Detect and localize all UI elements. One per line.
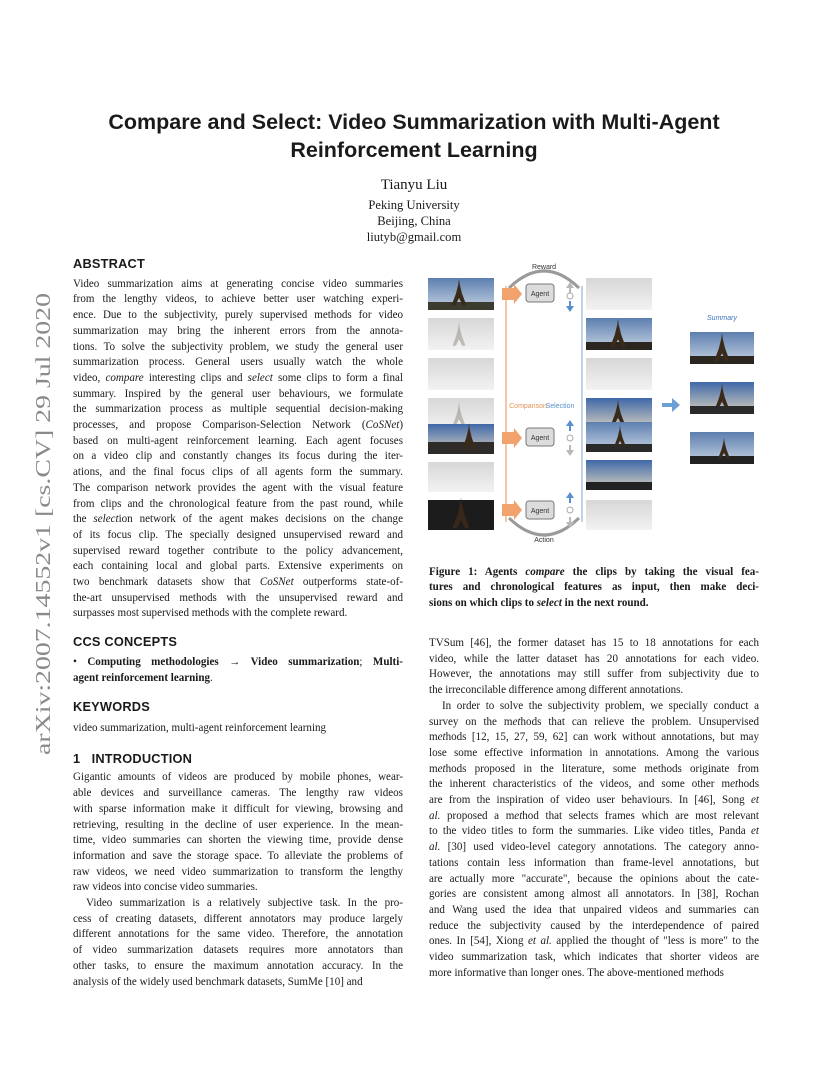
text-line: based on multi-agent reinforcement learning. Each agent focuses xyxy=(73,434,403,447)
text-line: of its focus clip. The specially designed unsupervised reward and xyxy=(73,528,403,541)
text-line: lose some effective information in annotations. Among the various xyxy=(429,746,759,759)
author-affiliation: Peking University xyxy=(368,198,460,212)
text-line: summarization process. General users usually watch the whole xyxy=(73,356,403,369)
text-line: summary. Inspired by the general user behaviours, we formulate xyxy=(73,387,403,400)
arxiv-identifier: arXiv:2007.14552v1 [cs.CV] 29 Jul 2020 xyxy=(31,406,55,755)
text-line: and Wang used the idea that unpaired videos and summaries can xyxy=(429,903,759,916)
author-email: liutyb@gmail.com xyxy=(366,230,462,244)
text-line: methods [12, 15, 27, 59, 62] can work without annotations, but may xyxy=(429,731,759,744)
text-line: Gigantic amounts of videos are produced by mobile phones, wear- xyxy=(73,771,403,784)
text-line: the-art unsupervised methods with the unsupervised reward and xyxy=(73,591,403,604)
intro-paragraph xyxy=(73,896,403,990)
text-line: reduce the subjectivity caused by the interdependence of paired xyxy=(429,919,759,932)
text-line: The comparison network provides the agent with the visual feature xyxy=(73,481,403,494)
text-line: cess of creating datasets, different annotators may produce largely xyxy=(73,912,403,925)
summary-label: Summary xyxy=(707,315,737,322)
text-line: In order to solve the subjectivity problem, we specially conduct a xyxy=(442,699,759,712)
text-line: ations, and the final focus clips of all agents form the summary. xyxy=(73,466,403,479)
text-line: tations contain less information than frame-level annotations, but xyxy=(429,856,759,869)
text-line: processes, and propose Comparison-Selection Network (CoSNet) xyxy=(73,419,403,432)
text-line: gories are consistent among almost all annotators. In [38], Rochan xyxy=(429,888,759,901)
text-line: retrieving, resulting in the decline of user experience. In the mean- xyxy=(73,818,403,831)
title-line: Reinforcement Learning xyxy=(290,138,538,162)
text-line: video, while the latter dataset has 20 annotations for each video. xyxy=(429,652,759,665)
abstract-heading: ABSTRACT xyxy=(73,256,145,271)
text-line: the selection network of the agent makes decisions on the change xyxy=(73,513,403,526)
author-location: Beijing, China xyxy=(377,214,451,228)
figure-caption: Figure 1: Agents compare the clips by taking the visual fea- tures and chronological features as input, then make deci- sions on which clips to select in the next round. xyxy=(429,566,760,609)
reward-label: Reward xyxy=(531,264,557,271)
text-line: different annotations for the same video. Therefore, the annotation xyxy=(73,928,403,941)
text-line: survey on the methods that can relieve the problem. Unsupervised xyxy=(429,715,760,728)
ccs-concepts xyxy=(73,655,403,686)
ccs-heading: CCS CONCEPTS xyxy=(73,634,178,650)
text-line: from clips and the chronological feature from the past round, while xyxy=(73,497,403,510)
intro-heading: 1 INTRODUCTION xyxy=(73,750,193,766)
right-column xyxy=(429,636,759,981)
left-column xyxy=(73,256,403,990)
text-line: tions. To solve the subjectivity problem, we study the general user xyxy=(73,340,403,353)
text-line: are actually more "accurate", because the opinions about the cate- xyxy=(429,872,759,885)
text-line: of video summarization datasets requires more annotators than xyxy=(73,944,403,957)
text-line: with sparse information make it difficult for viewing, browsing and xyxy=(73,802,403,815)
text-line: raw videos, we need video summarization to transform the lengthy xyxy=(73,865,403,878)
text-line: are from the inspiration of video user behaviours. In [46], Song et xyxy=(429,794,759,807)
text-line: surpasses most supervised methods with the complete reward. xyxy=(73,607,348,620)
text-line: the irreconcilable difference among different annotations. xyxy=(429,684,684,697)
text-line: raw videos into concise video summaries. xyxy=(73,881,258,894)
input-clips xyxy=(428,278,494,530)
body-paragraph xyxy=(429,699,759,982)
text-line: methods proposed in the literature, some methods originate from xyxy=(429,762,759,775)
text-line: more informative than longer ones. The above-mentioned methods xyxy=(429,966,724,979)
ccs-line: • Computing methodologies → Video summarization; Multi- xyxy=(73,655,403,668)
text-line: ence. Due to the subjectivity, purely supervised methods for video xyxy=(73,309,403,322)
text-line: However, the annotations may still suffer from subjectivity due to xyxy=(429,668,759,681)
text-line: video summarization task, which indicates that shorter videos are xyxy=(429,951,759,964)
text-line: information and save the storage space. To alleviate the problems of xyxy=(73,849,403,862)
text-line: on a video clip and constantly changes its focus during the iter- xyxy=(73,450,403,463)
text-line: al. proposed a method that selects frames which are most relevant xyxy=(429,809,759,822)
text-line: al. [30] used video-level category annotations. The category anno- xyxy=(429,841,759,854)
text-line: two benchmark datasets show that CoSNet outperforms state-of- xyxy=(73,576,404,589)
text-line: video, compare interesting clips and select some clips to form a final xyxy=(73,371,403,384)
text-line: Video summarization is a relatively subjective task. In the pro- xyxy=(86,897,403,910)
agent-label: Agent xyxy=(530,508,550,515)
text-line: ones. In [54], Xiong et al. applied the thought of "less is more" to the xyxy=(429,935,759,948)
text-line: analysis of the widely used benchmark datasets, SumMe [10] and xyxy=(73,975,363,988)
text-line: to the video titles to form the summaries. Like video titles, Panda et xyxy=(429,825,759,838)
text-line: the summarization process as multiple sequential decision-making xyxy=(73,403,403,416)
text-line: summarization may bring the inherent errors from the annota- xyxy=(73,324,403,337)
comparison-label: Comparison xyxy=(509,403,547,410)
text-line: supervised reward together contribute to the policy advancement, xyxy=(73,544,403,557)
text-line: from the lengthy videos, to achieve better user watching experi- xyxy=(73,293,403,306)
agent-label: Agent xyxy=(530,291,550,298)
text-line: TVSum [46], the former dataset has 15 to 18 annotations for each xyxy=(429,637,759,649)
title-line: Compare and Select: Video Summarization with Multi-Agent xyxy=(108,110,720,134)
keywords-heading: KEYWORDS xyxy=(73,699,150,715)
keywords-text: video summarization, multi-agent reinforcement learning xyxy=(73,721,327,734)
abstract-body xyxy=(73,277,403,622)
text-line: other tasks, to ensure the maximum annotation accuracy. In the xyxy=(73,959,403,972)
arxiv-stamp xyxy=(12,290,62,760)
summary-clips xyxy=(690,332,754,464)
selected-clips xyxy=(586,278,652,530)
intro-paragraph xyxy=(73,770,403,896)
text-line: each containing local and global parts. Extensive experiments on xyxy=(73,560,403,573)
action-label: Action xyxy=(534,537,554,544)
figure-1 xyxy=(424,256,764,556)
author-name: Tianyu Liu xyxy=(380,177,448,193)
text-line: time, video summaries can shorten the viewing time, provide dense xyxy=(73,834,403,847)
paper-title xyxy=(60,108,768,164)
ccs-line: agent reinforcement learning. xyxy=(73,671,213,684)
agent-label: Agent xyxy=(530,435,550,442)
text-line: the inherent characteristics of the videos, and some other methods xyxy=(429,778,759,791)
text-line: able devices and surveillance cameras. The lengthy raw videos xyxy=(73,787,403,800)
text-line: Video summarization aims at generating concise video summaries xyxy=(73,277,403,290)
body-paragraph xyxy=(429,636,759,699)
selection-label: Selection xyxy=(545,403,575,410)
